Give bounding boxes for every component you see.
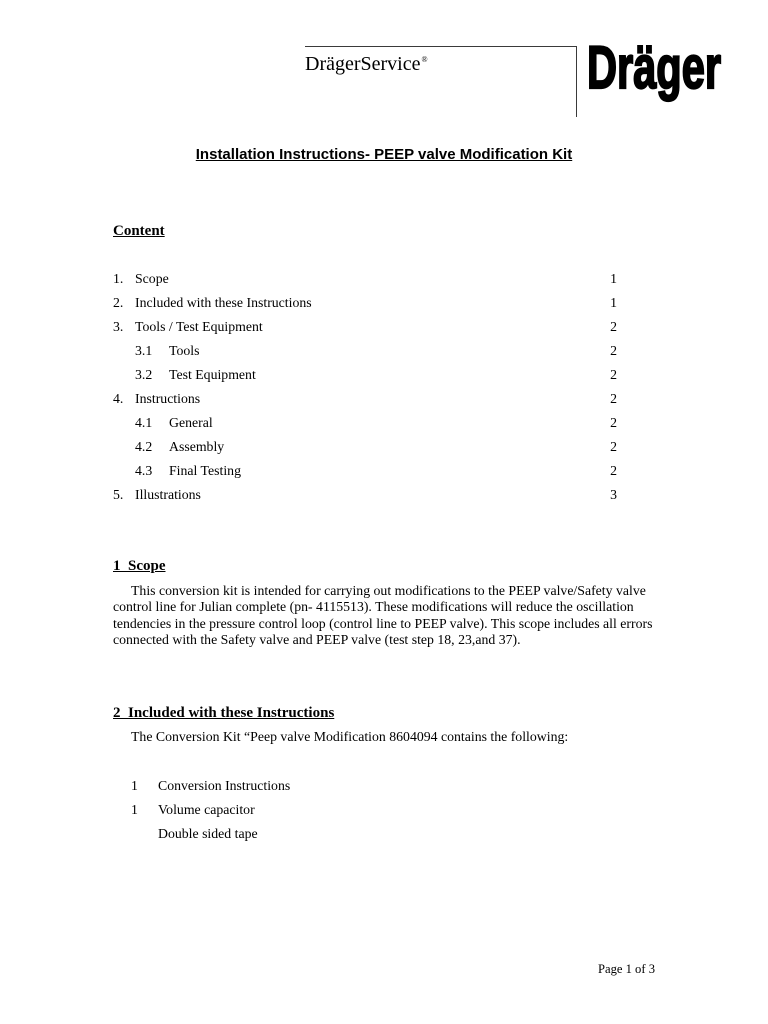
page-indicator: Page 1 of 3 [597, 962, 655, 976]
toc-entry-label: Final Testing [169, 463, 241, 478]
toc-entry-page: 2 [610, 343, 617, 358]
kit-item [0, 802, 768, 818]
toc-entry-page: 2 [610, 319, 617, 334]
kit-item-name: Conversion Instructions [158, 778, 291, 793]
toc-entry-label: Test Equipment [169, 367, 256, 382]
toc-entry-label: Included with these Instructions [135, 295, 312, 310]
toc-entry-page: 2 [610, 415, 617, 430]
toc-entry-number: 4.1 [135, 415, 153, 430]
toc-subentry [0, 367, 768, 383]
registered-mark: ® [421, 55, 428, 64]
toc-entry-label: General [169, 415, 213, 430]
header-rule-vertical [576, 46, 577, 117]
toc-entry-number: 1. [113, 271, 124, 286]
toc-entry-label: Instructions [135, 391, 201, 406]
toc-subentry [0, 343, 768, 359]
contents-heading: Content [113, 223, 165, 239]
toc-entry [0, 271, 768, 287]
kit-item [0, 778, 768, 794]
toc-entry-page: 2 [610, 439, 617, 454]
toc-entry-number: 4.3 [135, 463, 153, 478]
toc-subentry [0, 439, 768, 455]
header-rule-horizontal [305, 46, 576, 47]
toc-entry-page: 1 [610, 271, 617, 286]
toc-entry-number: 4.2 [135, 439, 153, 454]
toc-entry-label: Assembly [169, 439, 225, 454]
drager-logo [585, 34, 725, 105]
toc-entry-number: 3. [113, 319, 124, 334]
toc-entry-label: Tools / Test Equipment [135, 319, 263, 334]
toc-entry-number: 5. [113, 487, 124, 502]
toc-entry-page: 2 [610, 367, 617, 382]
section-heading-scope [113, 557, 166, 575]
kit-item-name: Double sided tape [158, 826, 258, 841]
toc-entry [0, 319, 768, 335]
toc-entry-number: 3.1 [135, 343, 153, 358]
kit-item-quantity: 1 [131, 802, 138, 817]
section-heading-included [113, 704, 334, 722]
toc-entry-page: 3 [610, 487, 617, 502]
toc-entry-label: Tools [169, 343, 200, 358]
service-brand-text: DrägerService [305, 53, 421, 75]
toc-entry-page: 2 [610, 391, 617, 406]
scope-paragraph: This conversion kit is intended for carrying out modifications to the PEEP valve/Safety valve control line for Julian complete (pn- 4115513). These modifications will reduce the oscillation tendencies in the pressure control loop (control line to PEEP valve). This scope includes all errors connected with the Safety valve and PEEP valve (test step 18, 23,and 37). [113, 583, 653, 647]
section-number: 1 [113, 558, 121, 574]
kit-item-quantity: 1 [131, 778, 138, 793]
drager-logo-text: Dräger [587, 34, 721, 101]
toc-entry-page: 2 [610, 463, 617, 478]
section-title: Scope [128, 558, 166, 574]
toc-entry-label: Illustrations [135, 487, 201, 502]
toc-entry-label: Scope [135, 271, 169, 286]
toc-subentry [0, 415, 768, 431]
kit-item [0, 826, 768, 842]
toc-entry [0, 391, 768, 407]
toc-entry-number: 3.2 [135, 367, 153, 382]
kit-item-name: Volume capacitor [158, 802, 255, 817]
section-number: 2 [113, 705, 121, 721]
included-intro: The Conversion Kit “Peep valve Modification 8604094 contains the following: [131, 729, 569, 744]
toc-entry [0, 487, 768, 503]
toc-entry-number: 2. [113, 295, 124, 310]
toc-subentry [0, 463, 768, 479]
toc-entry-number: 4. [113, 391, 124, 406]
service-brand [305, 52, 428, 80]
document-title: Installation Instructions- PEEP valve Modification Kit [195, 146, 573, 163]
toc-entry-page: 1 [610, 295, 617, 310]
toc-entry [0, 295, 768, 311]
section-title: Included with these Instructions [128, 705, 335, 721]
